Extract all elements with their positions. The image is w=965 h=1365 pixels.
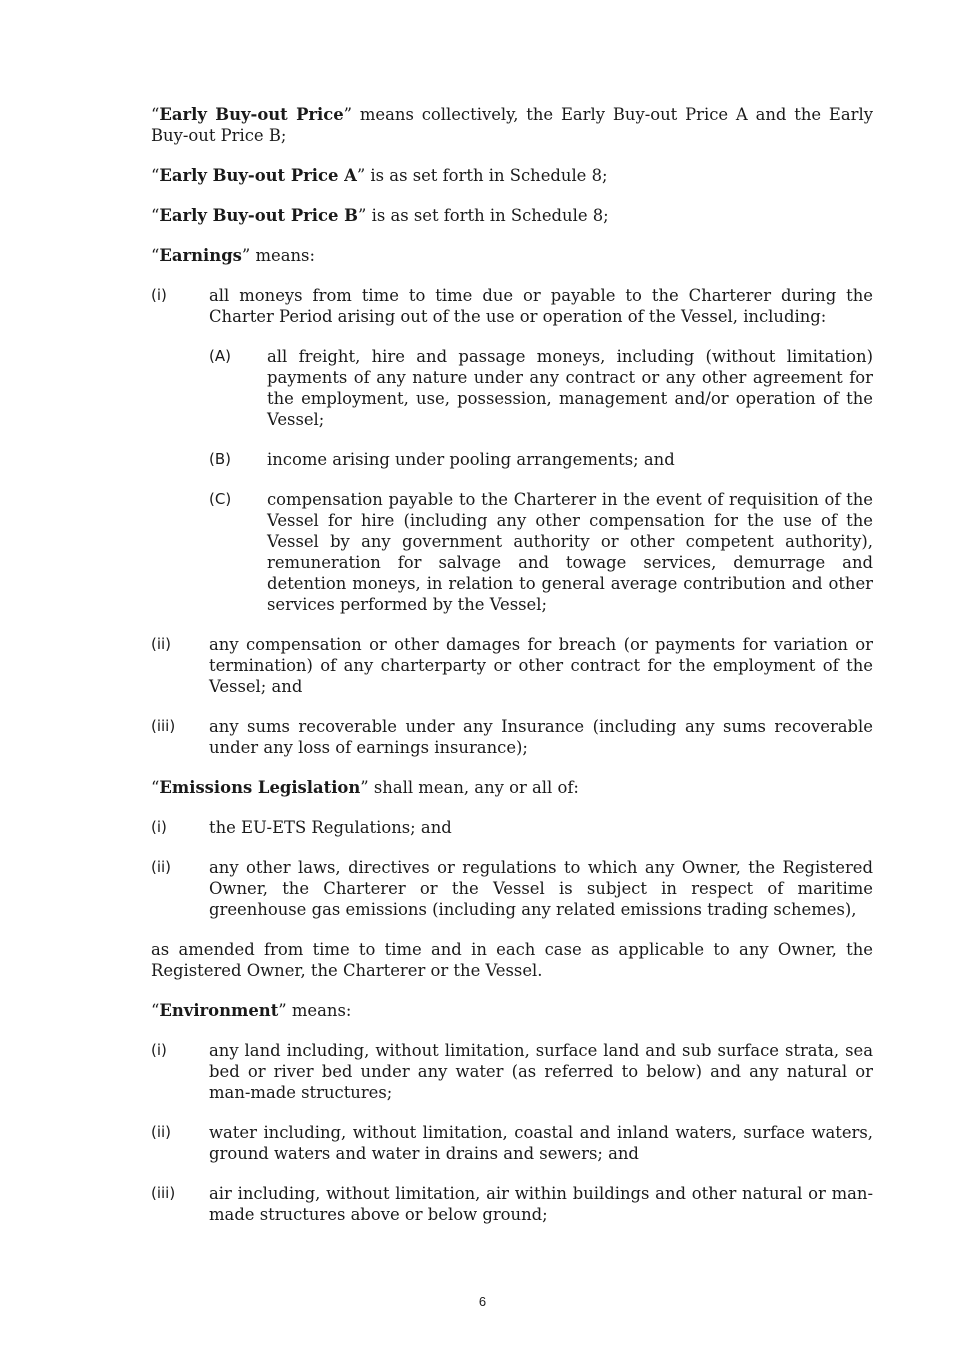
page-number: 6 [478, 1294, 487, 1309]
item-number: (i) [151, 818, 167, 836]
item-text: the EU-ETS Regulations; and [209, 818, 452, 837]
item-number: (iii) [151, 717, 176, 735]
definition-early-buyout-price-a: “Early Buy-out Price A” is as set forth in Schedule 8; [151, 166, 608, 185]
definition-emissions-legislation: “Emissions Legislation” shall mean, any or all of: [151, 778, 579, 797]
item-number: (ii) [151, 858, 172, 876]
list-item [151, 716, 873, 758]
list-item [151, 285, 873, 327]
sub-list-item [209, 449, 873, 470]
item-text: all moneys from time to time due or payable to the Charterer during the Charter Period arising out of the use or operation of the Vessel, including: [209, 286, 873, 326]
defined-term: Emissions Legislation [159, 778, 361, 797]
defined-term: Early Buy-out Price [159, 105, 344, 124]
list-item [151, 1122, 873, 1164]
sub-list-item [209, 489, 873, 615]
list-item [151, 634, 873, 697]
item-text: water including, without limitation, coastal and inland waters, surface waters, ground waters and water in drains and sewers; and [209, 1123, 873, 1163]
document-body [151, 104, 873, 1244]
item-number: (i) [151, 1041, 167, 1059]
defined-term: Earnings [159, 246, 242, 265]
item-text: any land including, without limitation, surface land and sub surface strata, sea bed or river bed under any water (as referred to below) and any natural or man-made structures; [209, 1041, 873, 1102]
item-number: (C) [209, 490, 232, 508]
item-text: any sums recoverable under any Insurance (including any sums recoverable under any loss of earnings insurance); [209, 717, 873, 757]
definition-early-buyout-price-b: “Early Buy-out Price B” is as set forth in Schedule 8; [151, 206, 609, 225]
definition-environment: “Environment” means: [151, 1001, 352, 1020]
list-item [151, 1183, 873, 1225]
item-number: (iii) [151, 1184, 176, 1202]
item-text: all freight, hire and passage moneys, including (without limitation) payments of any nature under any contract or any other agreement for the employment, use, possession, management and/or operation of the Vessel; [267, 347, 873, 429]
item-number: (B) [209, 450, 231, 468]
item-text: income arising under pooling arrangements; and [267, 450, 675, 469]
item-number: (A) [209, 347, 231, 365]
defined-term: Environment [159, 1001, 279, 1020]
item-number: (ii) [151, 1123, 172, 1141]
defined-term: Early Buy-out Price A [159, 166, 357, 185]
sub-list-item [209, 346, 873, 430]
list-item [151, 1040, 873, 1103]
item-number: (ii) [151, 635, 172, 653]
list-item [151, 817, 873, 838]
definition-earnings: “Earnings” means: [151, 246, 315, 265]
item-text: air including, without limitation, air within buildings and other natural or man-made structures above or below ground; [209, 1184, 873, 1224]
defined-term: Early Buy-out Price B [159, 206, 358, 225]
item-text: any compensation or other damages for breach (or payments for variation or termination) of any charterparty or other contract for the employment of the Vessel; and [209, 635, 873, 696]
item-text: compensation payable to the Charterer in the event of requisition of the Vessel for hire (including any other compensation for the use of the Vessel by any government authority or other competent authority), remuneration for salvage and towage services, demurrage and detention moneys, in relation to general average contribution and other services performed by the Vessel; [267, 490, 873, 614]
list-item [151, 857, 873, 920]
emissions-tail: as amended from time to time and in each case as applicable to any Owner, the Registered Owner, the Charterer or the Vessel. [151, 940, 873, 980]
item-text: any other laws, directives or regulations to which any Owner, the Registered Owner, the Charterer or the Vessel is subject in respect of maritime greenhouse gas emissions (including any related emissions trading schemes), [209, 858, 873, 919]
item-number: (i) [151, 286, 167, 304]
definition-early-buyout-price: “Early Buy-out Price” means collectively, the Early Buy-out Price A and the Early Buy-out Price B; [151, 105, 873, 145]
